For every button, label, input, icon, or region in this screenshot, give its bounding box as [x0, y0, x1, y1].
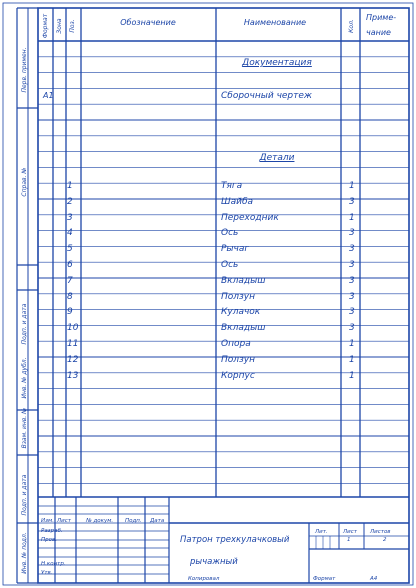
part-qty: 3 — [349, 244, 355, 255]
part-pos: 1 — [67, 181, 73, 191]
assembly-format: А1 — [43, 91, 54, 100]
part-name: Ось — [221, 228, 239, 239]
label-inv-replace: Взам. инв. № — [21, 407, 28, 449]
header-name: Наименование — [243, 18, 307, 27]
assembly-name: Сборочный чертеж — [221, 91, 313, 101]
tb-lit: Лит. — [315, 529, 328, 535]
part-name: Опора — [221, 339, 251, 349]
header-zone: Зона — [56, 18, 63, 34]
part-name: Тяга — [221, 181, 243, 191]
label-sign-date-1: Подп. и дата — [21, 303, 28, 345]
tb-title-2: рычажный — [190, 557, 238, 567]
header-pos: Поз. — [69, 19, 76, 33]
header-note-2: чание — [366, 28, 391, 37]
part-qty: 3 — [349, 228, 355, 239]
part-qty: 3 — [349, 291, 355, 302]
tb-col-doc: № докум. — [86, 518, 114, 524]
part-name: Вкладыш — [221, 323, 266, 334]
part-name: Ползун — [221, 291, 256, 302]
part-qty: 1 — [349, 339, 355, 349]
tb-nkontr: Н.контр. — [41, 561, 66, 567]
part-qty: 1 — [349, 181, 355, 191]
part-pos: 6 — [67, 260, 73, 270]
part-pos: 11 — [67, 339, 79, 349]
label-inv-orig: Инв. № подл. — [21, 532, 28, 574]
part-qty: 3 — [349, 307, 355, 318]
part-pos: 10 — [67, 323, 79, 334]
tb-col-list: Лист — [57, 518, 71, 524]
part-name: Вкладыш — [221, 275, 266, 286]
part-pos: 4 — [67, 228, 73, 239]
part-name: Корпус — [221, 370, 255, 381]
part-qty: 3 — [349, 196, 355, 207]
part-qty: 1 — [349, 370, 355, 381]
part-pos: 2 — [67, 196, 73, 207]
tb-col-izm: Изм. — [41, 518, 54, 524]
label-inv-dub: Инв. № дубл. — [21, 357, 28, 399]
label-first-use: Перв. примен. — [21, 47, 28, 93]
part-name: Шайба — [221, 196, 254, 207]
part-name: Рычаг — [221, 244, 250, 255]
tb-sheet: Лист — [343, 529, 357, 535]
part-pos: 5 — [67, 244, 73, 255]
part-pos: 7 — [67, 275, 73, 286]
label-ref-no: Справ. № — [21, 167, 28, 197]
footer-format: Формат — [313, 576, 336, 582]
tb-sheets: Листов — [370, 529, 391, 535]
part-pos: 3 — [67, 212, 73, 223]
tb-col-date: Дата — [150, 518, 165, 524]
part-name: Ось — [221, 260, 239, 270]
part-pos: 13 — [67, 370, 79, 381]
tb-sheet-value: 1 — [347, 537, 351, 543]
part-name: Переходник — [221, 212, 279, 223]
tb-title-1: Патрон трехкулачковый — [180, 535, 290, 545]
part-name: Кулачок — [221, 307, 261, 318]
footer-format-value: А4 — [370, 576, 378, 582]
part-qty: 1 — [349, 212, 355, 223]
label-sign-date-2: Подп. и дата — [21, 474, 28, 516]
part-pos: 9 — [67, 307, 73, 318]
header-qty: Кол. — [348, 19, 355, 33]
part-qty: 3 — [349, 323, 355, 334]
section-parts: Детали — [259, 153, 295, 163]
part-pos: 12 — [67, 354, 79, 365]
part-qty: 3 — [349, 275, 355, 286]
tb-col-sign: Подп. — [125, 518, 142, 524]
tb-sheets-value: 2 — [383, 537, 387, 543]
header-designation: Обозначение — [120, 18, 176, 27]
tb-utv: Утв. — [41, 570, 53, 576]
section-documentation: Документация — [242, 58, 312, 68]
header-note-1: Приме- — [366, 13, 397, 22]
part-qty: 3 — [349, 260, 355, 270]
part-pos: 8 — [67, 291, 73, 302]
tb-prov: Пров. — [41, 537, 57, 543]
part-name: Ползун — [221, 354, 256, 365]
tb-razrab: Разраб. — [41, 528, 63, 534]
footer-copied: Копировал — [188, 576, 220, 582]
part-qty: 1 — [349, 354, 355, 365]
header-format: Формат — [42, 13, 49, 39]
